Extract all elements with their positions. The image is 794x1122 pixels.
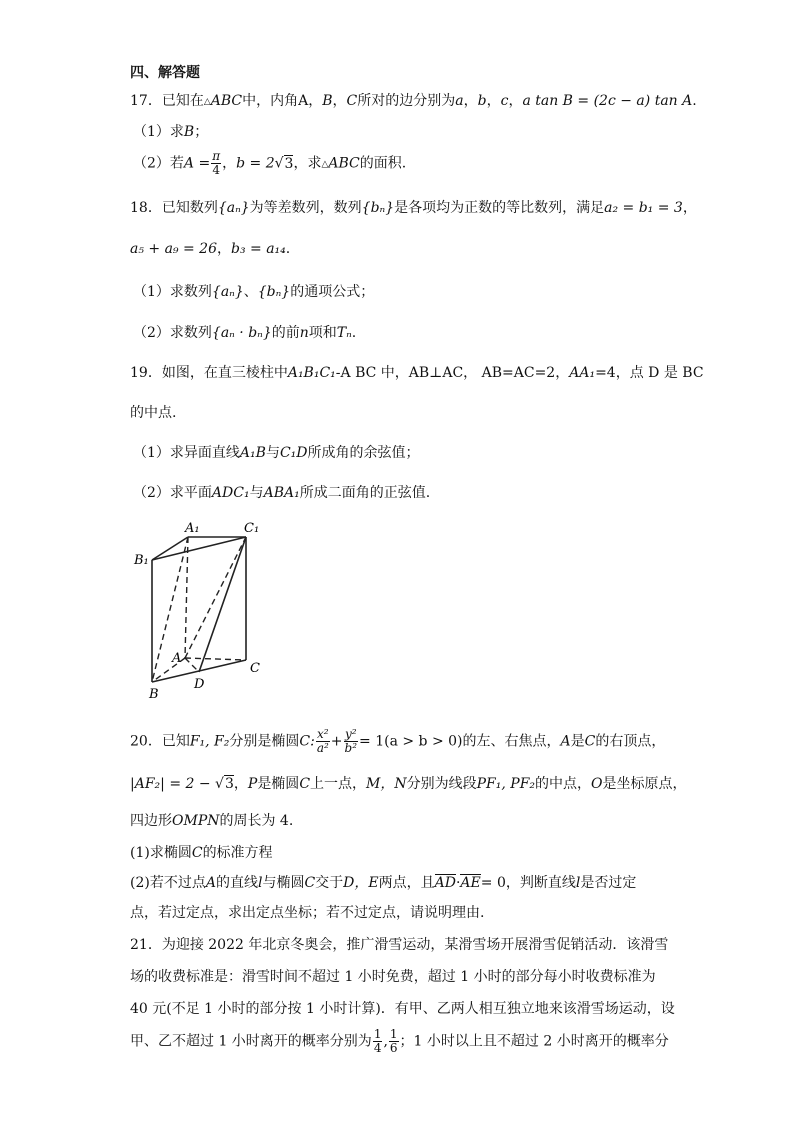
q20-part1: (1)求椭圆C的标准方程 bbox=[130, 845, 273, 861]
label-c: C bbox=[250, 661, 260, 676]
label-b: B bbox=[149, 687, 159, 702]
label-a1: A₁ bbox=[185, 521, 200, 536]
sqrt-icon: √ bbox=[215, 776, 224, 792]
q21-frac-2: $\frac{1}{6}$ bbox=[389, 1027, 398, 1055]
label-a: A bbox=[172, 651, 182, 666]
sqrt-icon: √ bbox=[274, 155, 284, 172]
edge-b1c1 bbox=[152, 537, 246, 560]
q18-part1: （1）求数列{aₙ}、{bₙ}的通项公式； bbox=[133, 284, 375, 300]
q20-frac-x: $\frac{\text{x²}}{\text{a²}}$ bbox=[316, 727, 329, 755]
q21-stem-4: 甲、乙不超过 1 小时离开的概率分别为 $\frac{1}{4}$ , $\frac{1}{6}$ ；1 小时以上且不超过 2 小时离开的概率分 bbox=[130, 1027, 669, 1055]
q17-part1: （1）求B； bbox=[133, 124, 209, 140]
q19-part2: （2）求平面ADC₁与ABA₁所成二面角的正弦值. bbox=[133, 485, 431, 501]
q17-number: 17． bbox=[130, 93, 162, 109]
edge-c1d bbox=[199, 537, 246, 672]
q19-stem-cont: 的中点. bbox=[130, 405, 177, 421]
q18-number: 18． bbox=[130, 200, 162, 216]
prism-figure bbox=[128, 520, 278, 705]
edge-a1a-hidden bbox=[185, 537, 188, 658]
q20-stem: 20．已知F₁, F₂分别是椭圆C: $\frac{\text{x²}}{\text{a²}}$ + $\frac{\text{y²}}{\text{b²}}$ = 1(a > b > 0)的左、右焦点，A是C的右顶点， bbox=[130, 727, 666, 755]
q21-stem-1: 21．为迎接 2022 年北京冬奥会，推广滑雪运动，某滑雪场开展滑雪促销活动．该滑雪 bbox=[130, 937, 669, 953]
q21-stem-3: 40 元(不足 1 小时的部分按 1 小时计算)．有甲、乙两人相互独立地来该滑雪场运动，设 bbox=[130, 1001, 675, 1017]
label-c1: C₁ bbox=[244, 521, 260, 536]
q20-stem-2: |AF₂| = 2 − √3，P是椭圆C上一点，M，N分别为线段PF₁, PF₂的中点，O是坐标原点， bbox=[130, 776, 687, 792]
q18-stem-cont: a₅ + a₉ = 26，b₃ = a₁₄. bbox=[130, 241, 291, 257]
section-title: 四、解答题 bbox=[130, 65, 200, 81]
edge-ac1-hidden bbox=[185, 537, 246, 658]
label-d: D bbox=[194, 677, 205, 692]
q19-number: 19． bbox=[130, 365, 162, 381]
q21-number: 21． bbox=[130, 937, 162, 953]
label-b1: B₁ bbox=[134, 553, 149, 568]
edge-ad-hidden bbox=[185, 658, 199, 672]
edge-ac-hidden bbox=[185, 658, 246, 660]
q20-number: 20． bbox=[130, 733, 162, 750]
q17-fraction: $\frac{\pi}{4}$ bbox=[212, 149, 221, 177]
q20-stem-3: 四边形OMPN的周长为 4. bbox=[130, 813, 294, 829]
q20-frac-y: $\frac{\text{y²}}{\text{b²}}$ bbox=[344, 727, 358, 755]
q17-stem: 17．已知在△ABC中，内角A，B，C所对的边分别为a，b，c，a tan B = (2c − a) tan A. bbox=[130, 93, 697, 109]
q21-frac-1: $\frac{1}{4}$ bbox=[373, 1027, 382, 1055]
q18-stem: 18．已知数列{aₙ}为等差数列，数列{bₙ}是各项均为正数的等比数列，满足a₂ = b₁ = 3， bbox=[130, 200, 697, 216]
q21-stem-2: 场的收费标准是：滑雪时间不超过 1 小时免费，超过 1 小时的部分每小时收费标准为 bbox=[130, 969, 656, 985]
q18-part2: （2）求数列{aₙ · bₙ}的前n项和Tₙ. bbox=[133, 325, 357, 341]
q19-stem: 19．如图，在直三棱柱中A₁B₁C₁-A BC 中，AB⊥AC， AB=AC=2，AA₁=4，点 D 是 BC bbox=[130, 365, 704, 381]
q20-part2-cont: 点，若过定点，求出定点坐标；若不过定点，请说明理由. bbox=[130, 905, 485, 921]
q17-part2: （2）若A = $\frac{\pi}{4}$ ，b = 2√3，求△ABC的面积. bbox=[133, 149, 407, 177]
q20-part2: (2)若不过点A的直线l与椭圆C交于D，E两点，且AD·AE= 0，判断直线l是否过定 bbox=[130, 875, 637, 891]
q19-part1: （1）求异面直线A₁B与C₁D所成角的余弦值； bbox=[133, 445, 420, 461]
q17-equation: a tan B = (2c − a) tan A bbox=[522, 93, 693, 109]
